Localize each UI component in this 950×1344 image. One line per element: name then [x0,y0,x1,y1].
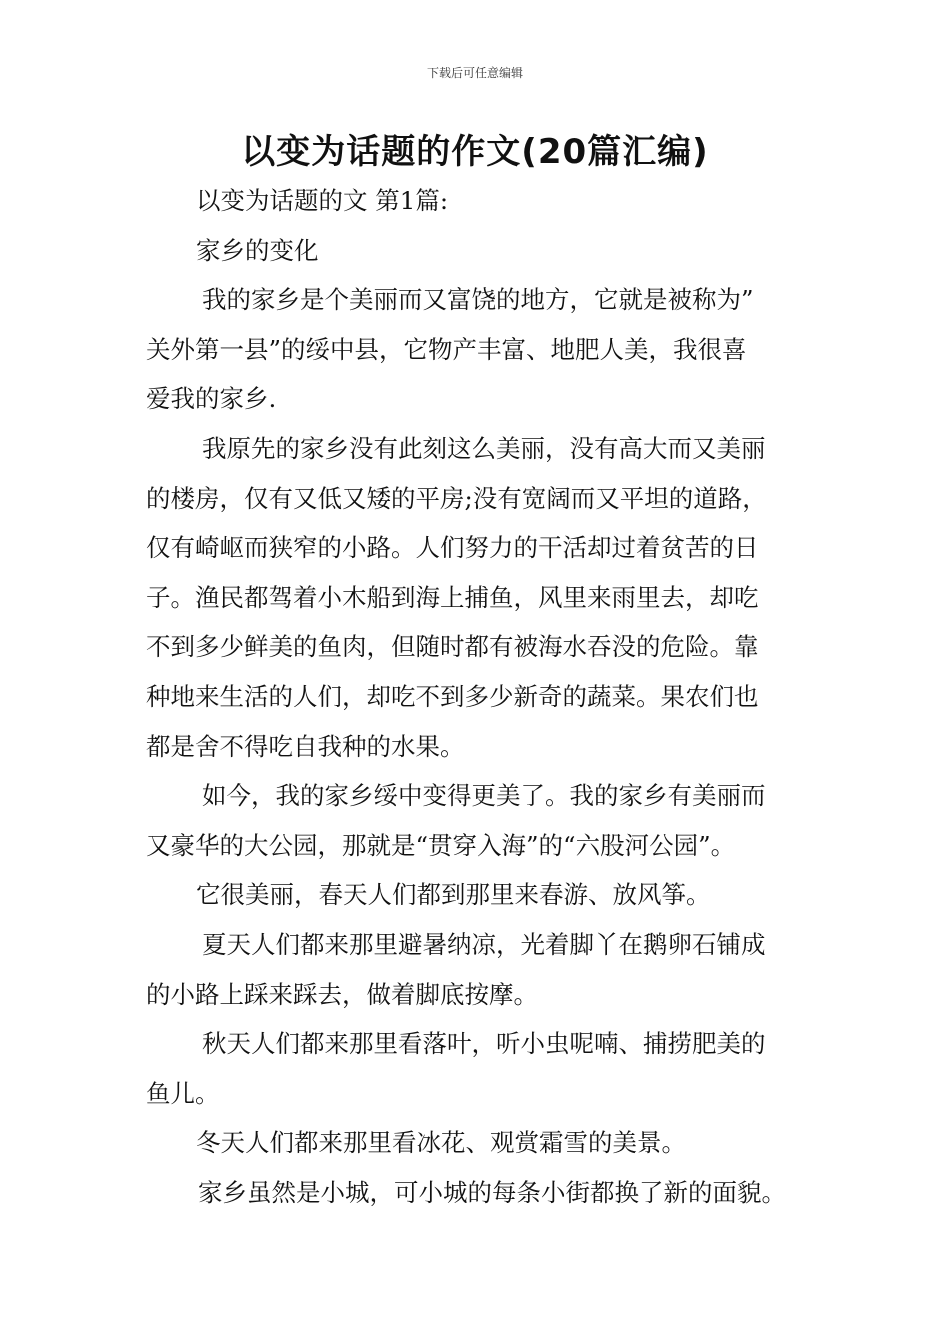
paragraph-line: 我原先的家乡没有此刻这么美丽，没有高大而又美丽 [202,433,766,463]
section-title: 家乡的变化 [196,235,319,265]
paragraph-line: 夏天人们都来那里避暑纳凉，光着脚丫在鹅卵石铺成 [202,929,766,959]
document-title: 以变为话题的作文(20篇汇编) [241,132,709,172]
paragraph-line: 又豪华的大公园，那就是“贯穿入海”的“六股河公园”。 [146,830,736,860]
chapter-heading: 以变为话题的文 第1篇: [196,186,449,215]
paragraph-line: 家乡虽然是小城，可小城的每条小街都换了新的面貌。 [198,1177,786,1207]
paragraph-line: 仅有崎岖而狭窄的小路。人们努力的干活却过着贫苦的日 [146,533,759,563]
paragraph-line: 的楼房，仅有又低又矮的平房;没有宽阔而又平坦的道路， [146,483,767,513]
paragraph-line: 如今，我的家乡绥中变得更美了。我的家乡有美丽而 [202,781,766,811]
paragraph-line: 子。渔民都驾着小木船到海上捕鱼，风里来雨里去，却吃 [146,582,759,612]
paragraph-line: 秋天人们都来那里看落叶，听小虫呢喃、捕捞肥美的 [202,1029,766,1059]
paragraph-line: 关外第一县”的绥中县，它物产丰富、地肥人美，我很喜 [146,334,747,364]
paragraph-line: 爱我的家乡. [146,384,277,414]
paragraph-line: 都是舍不得吃自我种的水果。 [146,731,465,761]
document-body [146,176,811,1217]
paragraph-line: 冬天人们都来那里看冰花、观赏霜雪的美景。 [196,1128,686,1158]
paragraph-line: 我的家乡是个美丽而又富饶的地方，它就是被称为” [202,285,754,315]
paragraph-line: 的小路上踩来踩去，做着脚底按摩。 [146,979,538,1009]
paragraph-line: 它很美丽，春天人们都到那里来春游、放风筝。 [196,880,711,910]
paragraph-line: 鱼儿。 [146,1078,220,1108]
header-note: 下载后可任意编辑 [426,66,523,80]
paragraph-line: 不到多少鲜美的鱼肉，但随时都有被海水吞没的危险。靠 [146,632,759,662]
paragraph-line: 种地来生活的人们，却吃不到多少新奇的蔬菜。果农们也 [146,681,759,711]
